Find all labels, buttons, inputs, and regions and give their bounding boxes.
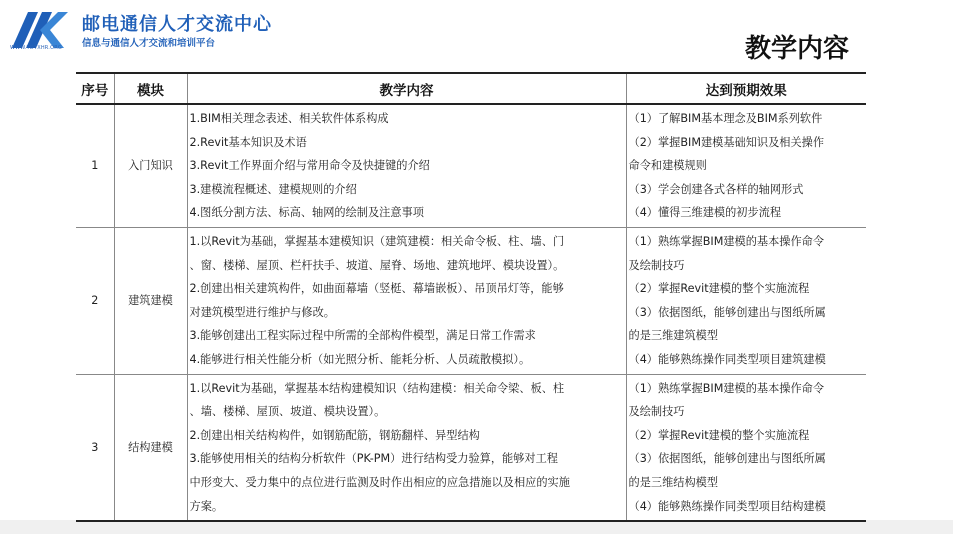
- page-title: 教学内容: [744, 34, 849, 64]
- content-line: 3.能够使用相关的结构分析软件（PK-PM）进行结构受力验算，能够对工程: [189, 452, 558, 466]
- header-effect: 达到预期效果: [626, 73, 866, 104]
- row-content: [187, 104, 626, 227]
- effect-line: 的是三维建筑模型: [628, 329, 719, 343]
- effect-line: （3）依据图纸，能够创建出与图纸所属: [628, 305, 826, 319]
- table-row: [76, 104, 866, 227]
- row-effect: [626, 104, 866, 227]
- content-line: 3.能够创建出工程实际过程中所需的全部构件模型，满足日常工作需求: [189, 329, 536, 343]
- content-line: 对建筑模型进行维护与修改。: [189, 305, 335, 319]
- row-module: 入门知识: [114, 104, 187, 227]
- effect-line: （3）依据图纸，能够创建出与图纸所属: [628, 452, 826, 466]
- effect-line: （1）熟练掌握BIM建模的基本操作命令: [628, 381, 825, 395]
- effect-line: 及绘制技巧: [628, 405, 685, 419]
- curriculum-table: [76, 72, 866, 522]
- table-row: [76, 374, 866, 521]
- content-line: 4.图纸分割方法、标高、轴网的绘制及注意事项: [189, 206, 424, 220]
- effect-line: 及绘制技巧: [628, 258, 685, 272]
- org-name: 邮电通信人才交流中心: [82, 14, 272, 35]
- table-header-row: [76, 73, 866, 104]
- row-number: 1: [76, 104, 114, 227]
- content-line: 2.创建出相关结构构件，如钢筋配筋，钢筋翻样、异型结构: [189, 428, 480, 442]
- content-line: 2.Revit基本知识及术语: [189, 135, 307, 149]
- content-line: 3.Revit工作界面介绍与常用命令及快捷键的介绍: [189, 159, 430, 173]
- effect-line: （4）能够熟练操作同类型项目建筑建模: [628, 352, 826, 366]
- content-line: 1.BIM相关理念表述、相关软件体系构成: [189, 112, 389, 125]
- org-subtitle: 信息与通信人才交流和培训平台: [82, 38, 216, 49]
- row-module: 建筑建模: [114, 227, 187, 374]
- content-line: 中形变大、受力集中的点位进行监测及时作出相应的应急措施以及相应的实施: [189, 475, 570, 489]
- table-row: [76, 227, 866, 374]
- content-line: 、窗、楼梯、屋顶、栏杆扶手、坡道、屋脊、场地、建筑地坪、模块设置）。: [189, 258, 565, 272]
- content-line: 2.创建出相关建筑构件，如曲面幕墙（竖梃、幕墙嵌板）、吊顶吊灯等，能够: [189, 282, 564, 296]
- curriculum-table-container: [76, 72, 866, 522]
- effect-line: （1）熟练掌握BIM建模的基本操作命令: [628, 234, 825, 248]
- content-line: 4.能够进行相关性能分析（如光照分析、能耗分析、人员疏散模拟）。: [189, 352, 531, 366]
- effect-line: （2）掌握Revit建模的整个实施流程: [628, 428, 810, 442]
- row-content: [187, 227, 626, 374]
- effect-line: （2）掌握Revit建模的整个实施流程: [628, 282, 810, 296]
- content-line: 方案。: [189, 499, 224, 513]
- logo-url: WWW.YDTXHR.ORG: [10, 45, 62, 51]
- effect-line: （4）懂得三维建模的初步流程: [628, 206, 782, 220]
- effect-line: （1）了解BIM基本理念及BIM系列软件: [628, 112, 823, 125]
- row-number: 2: [76, 227, 114, 374]
- effect-line: （4）能够熟练操作同类型项目结构建模: [628, 499, 826, 513]
- header-module: 模块: [114, 73, 187, 104]
- row-content: [187, 374, 626, 521]
- bottom-band: [0, 520, 953, 534]
- row-module: 结构建模: [114, 374, 187, 521]
- row-number: 3: [76, 374, 114, 521]
- header-no: 序号: [76, 73, 114, 104]
- effect-line: 的是三维结构模型: [628, 475, 719, 489]
- effect-line: （3）学会创建各式各样的轴网形式: [628, 182, 804, 196]
- content-line: 1.以Revit为基础，掌握基本建模知识（建筑建模：相关命令板、柱、墙、门: [189, 234, 565, 248]
- header-content: 教学内容: [187, 73, 626, 104]
- effect-line: 命令和建模规则: [628, 159, 707, 173]
- content-line: 1.以Revit为基础，掌握基本结构建模知识（结构建模：相关命令梁、板、柱: [189, 381, 565, 395]
- effect-line: （2）掌握BIM建模基础知识及相关操作: [628, 135, 825, 149]
- content-line: 3.建模流程概述、建模规则的介绍: [189, 182, 357, 196]
- row-effect: [626, 374, 866, 521]
- content-line: 、墙、楼梯、屋顶、坡道、模块设置）。: [189, 405, 386, 419]
- row-effect: [626, 227, 866, 374]
